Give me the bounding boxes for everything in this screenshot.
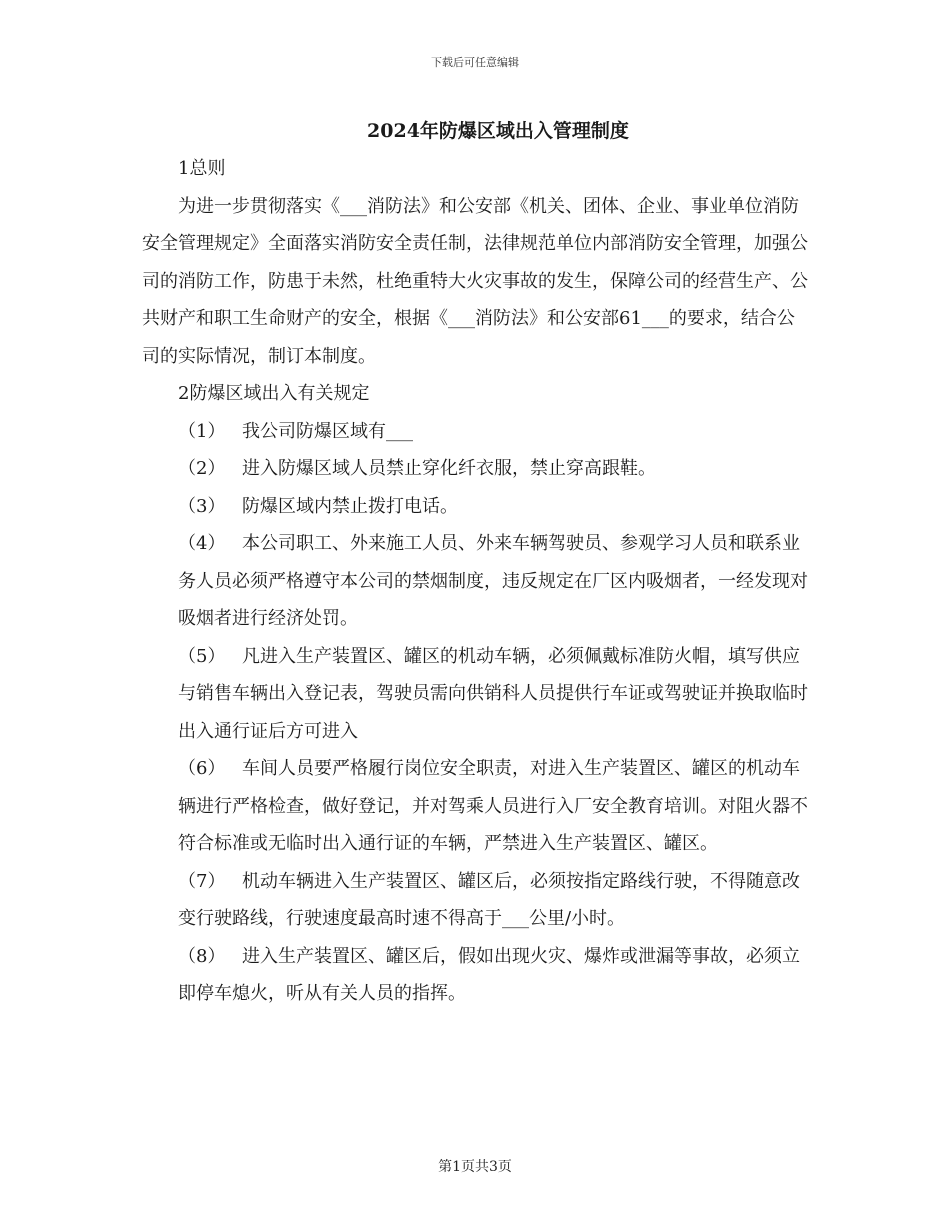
rule-item <box>142 750 810 863</box>
rule-item <box>142 938 810 1013</box>
rule-number: （8） <box>178 945 226 967</box>
rule-number: （3） <box>178 495 226 517</box>
rule-text: 我公司防爆区域有___ <box>242 420 413 442</box>
rule-item <box>142 488 810 526</box>
page-number: 第1页共3页 <box>438 1159 512 1175</box>
rule-text: 进入防爆区域人员禁止穿化纤衣服，禁止穿高跟鞋。 <box>242 458 656 479</box>
document-title: 2024年防爆区域出入管理制度 <box>367 120 629 142</box>
rule-item <box>142 525 810 638</box>
rule-item <box>142 863 810 938</box>
rule-item <box>142 450 810 488</box>
rule-number: （7） <box>178 870 226 892</box>
rule-text: 机动车辆进入生产装置区、罐区后，必须按指定路线行驶，不得随意改变行驶路线，行驶速度最高时速不得高于___公里/小时。 <box>178 870 800 929</box>
document-body <box>142 150 810 1013</box>
general-paragraph: 为进一步贯彻落实《___消防法》和公安部《机关、团体、企业、事业单位消防安全管理规定》全面落实消防安全责任制，法律规范单位内部消防安全管理，加强公司的消防工作，防患于未然，杜绝重特大火灾事故的发生，保障公司的经营生产、公共财产和职工生命财产的安全，根据《___消防法》和公安部61___的要求，结合公司的实际情况，制订本制度。 <box>142 195 808 367</box>
rule-number: （1） <box>178 420 226 442</box>
rule-text: 进入生产装置区、罐区后，假如出现火灾、爆炸或泄漏等事故，必须立即停车熄火，听从有关人员的指挥。 <box>178 945 800 1004</box>
rule-number: （4） <box>178 533 226 554</box>
section-heading-rules: 2防爆区域出入有关规定 <box>178 383 370 404</box>
rule-number: （6） <box>178 758 226 779</box>
rule-number: （5） <box>178 645 226 667</box>
page-header: 下载后可任意编辑 <box>431 56 519 69</box>
rule-text: 凡进入生产装置区、罐区的机动车辆，必须佩戴标准防火帽，填写供应与销售车辆出入登记表，驾驶员需向供销科人员提供行车证或驾驶证并换取临时出入通行证后方可进入 <box>178 645 808 742</box>
rule-item <box>142 638 810 751</box>
rule-text: 防爆区域内禁止拨打电话。 <box>242 495 458 517</box>
rule-item <box>142 413 810 451</box>
rule-number: （2） <box>178 458 226 479</box>
rule-text: 车间人员要严格履行岗位安全职责，对进入生产装置区、罐区的机动车辆进行严格检查，做好登记，并对驾乘人员进行入厂安全教育培训。对阻火器不符合标准或无临时出入通行证的车辆，严禁进入生产装置区、罐区。 <box>178 758 808 854</box>
section-heading-general: 1总则 <box>178 158 226 179</box>
rule-text: 本公司职工、外来施工人员、外来车辆驾驶员、参观学习人员和联系业务人员必须严格遵守本公司的禁烟制度，违反规定在厂区内吸烟者，一经发现对吸烟者进行经济处罚。 <box>178 533 808 629</box>
